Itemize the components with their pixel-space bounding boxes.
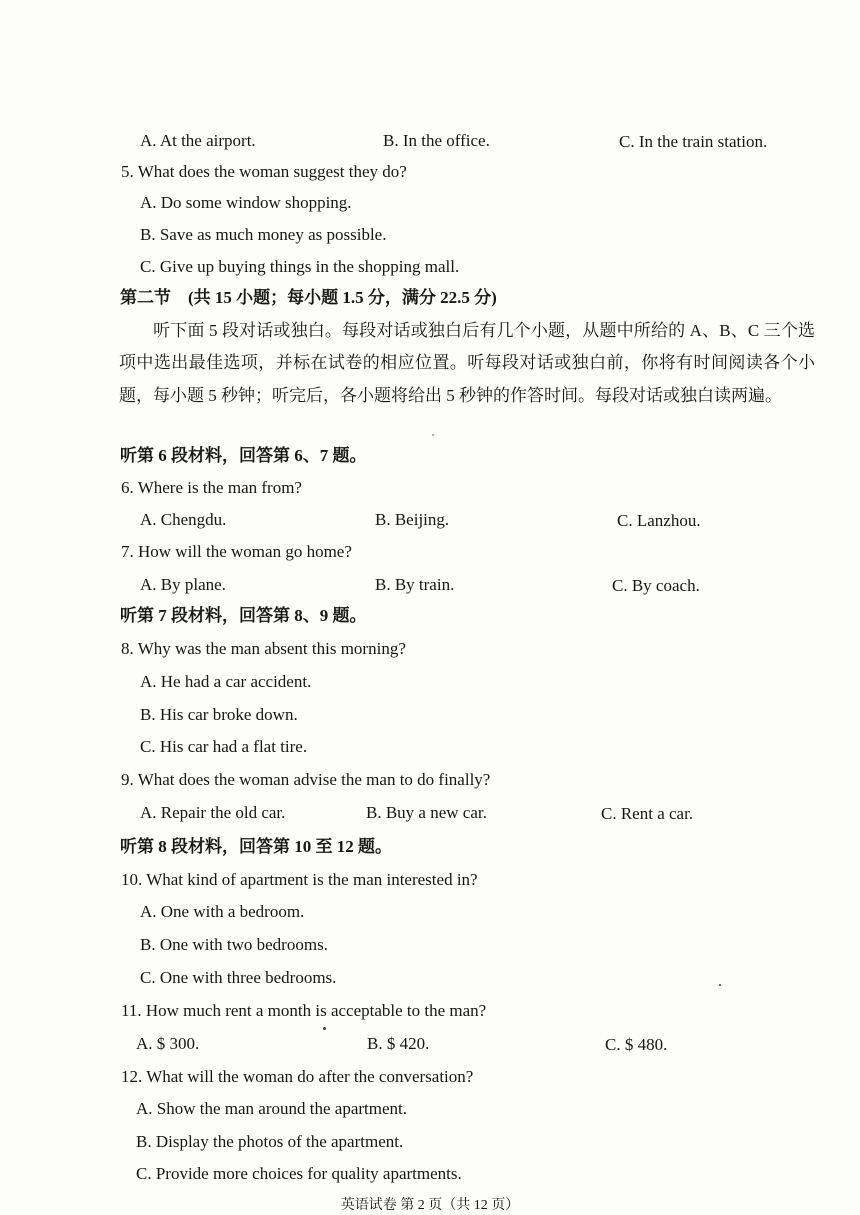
scan-speck [719, 984, 721, 986]
q9-option-a: A. Repair the old car. [140, 803, 286, 822]
q6-stem: 6. Where is the man from? [121, 478, 302, 497]
instructions-text: 听下面 5 段对话或独白。每段对话或独白后有几个小题，从题中所给的 A、B、C 三个选项中选出最佳选项，并标在试卷的相应位置。听每段对话或独白前，你将有时间阅读各个小题，每小题 5 秒钟；听完后，各小题将给出 5 秒钟的作答时间。每段对话或独白读两遍。 [119, 321, 815, 405]
q12-stem: 12. What will the woman do after the conversation? [121, 1067, 474, 1086]
q6-option-b: B. Beijing. [375, 510, 450, 529]
group-7-heading: 听第 7 段材料，回答第 8、9 题。 [120, 606, 367, 625]
q7-stem: 7. How will the woman go home? [121, 542, 352, 561]
q4-option-b: B. In the office. [383, 131, 490, 150]
q6-option-a: A. Chengdu. [140, 510, 227, 529]
q10-option-b: B. One with two bedrooms. [140, 935, 328, 954]
group-8-heading: 听第 8 段材料，回答第 10 至 12 题。 [120, 837, 392, 856]
q4-option-a: A. At the airport. [140, 131, 256, 150]
q9-stem: 9. What does the woman advise the man to do finally? [121, 770, 491, 789]
q10-option-a: A. One with a bedroom. [140, 902, 305, 921]
q12-option-b: B. Display the photos of the apartment. [136, 1132, 404, 1151]
q10-stem: 10. What kind of apartment is the man interested in? [121, 870, 478, 889]
q11-option-b: B. $ 420. [367, 1034, 430, 1053]
q11-option-a: A. $ 300. [136, 1034, 200, 1053]
q7-option-b: B. By train. [375, 575, 455, 594]
q7-option-c: C. By coach. [612, 576, 700, 595]
q12-option-c: C. Provide more choices for quality apartments. [136, 1164, 462, 1183]
scan-speck [432, 434, 434, 436]
q5-option-b: B. Save as much money as possible. [140, 225, 387, 244]
q4-option-c: C. In the train station. [619, 132, 768, 151]
q11-option-c: C. $ 480. [605, 1035, 668, 1054]
q5-option-a: A. Do some window shopping. [140, 193, 352, 212]
group-6-heading: 听第 6 段材料，回答第 6、7 题。 [120, 446, 367, 465]
q8-stem: 8. Why was the man absent this morning? [121, 639, 406, 658]
q8-option-b: B. His car broke down. [140, 705, 298, 724]
q11-stem: 11. How much rent a month is acceptable to the man? [121, 1001, 487, 1020]
q5-option-c: C. Give up buying things in the shopping mall. [140, 257, 460, 276]
section-heading: 第二节 (共 15 小题；每小题 1.5 分，满分 22.5 分) [120, 288, 497, 307]
page-footer: 英语试卷 第 2 页（共 12 页） [340, 1198, 520, 1213]
q12-option-a: A. Show the man around the apartment. [136, 1099, 407, 1118]
q8-option-c: C. His car had a flat tire. [140, 737, 308, 756]
section-instructions [119, 315, 815, 412]
q10-option-c: C. One with three bedrooms. [140, 968, 337, 987]
q7-option-a: A. By plane. [140, 575, 226, 594]
q5-stem: 5. What does the woman suggest they do? [121, 162, 407, 181]
q9-option-c: C. Rent a car. [601, 804, 694, 823]
q9-option-b: B. Buy a new car. [366, 803, 487, 822]
scan-speck [323, 1027, 326, 1030]
q6-option-c: C. Lanzhou. [617, 511, 701, 530]
q8-option-a: A. He had a car accident. [140, 672, 312, 691]
